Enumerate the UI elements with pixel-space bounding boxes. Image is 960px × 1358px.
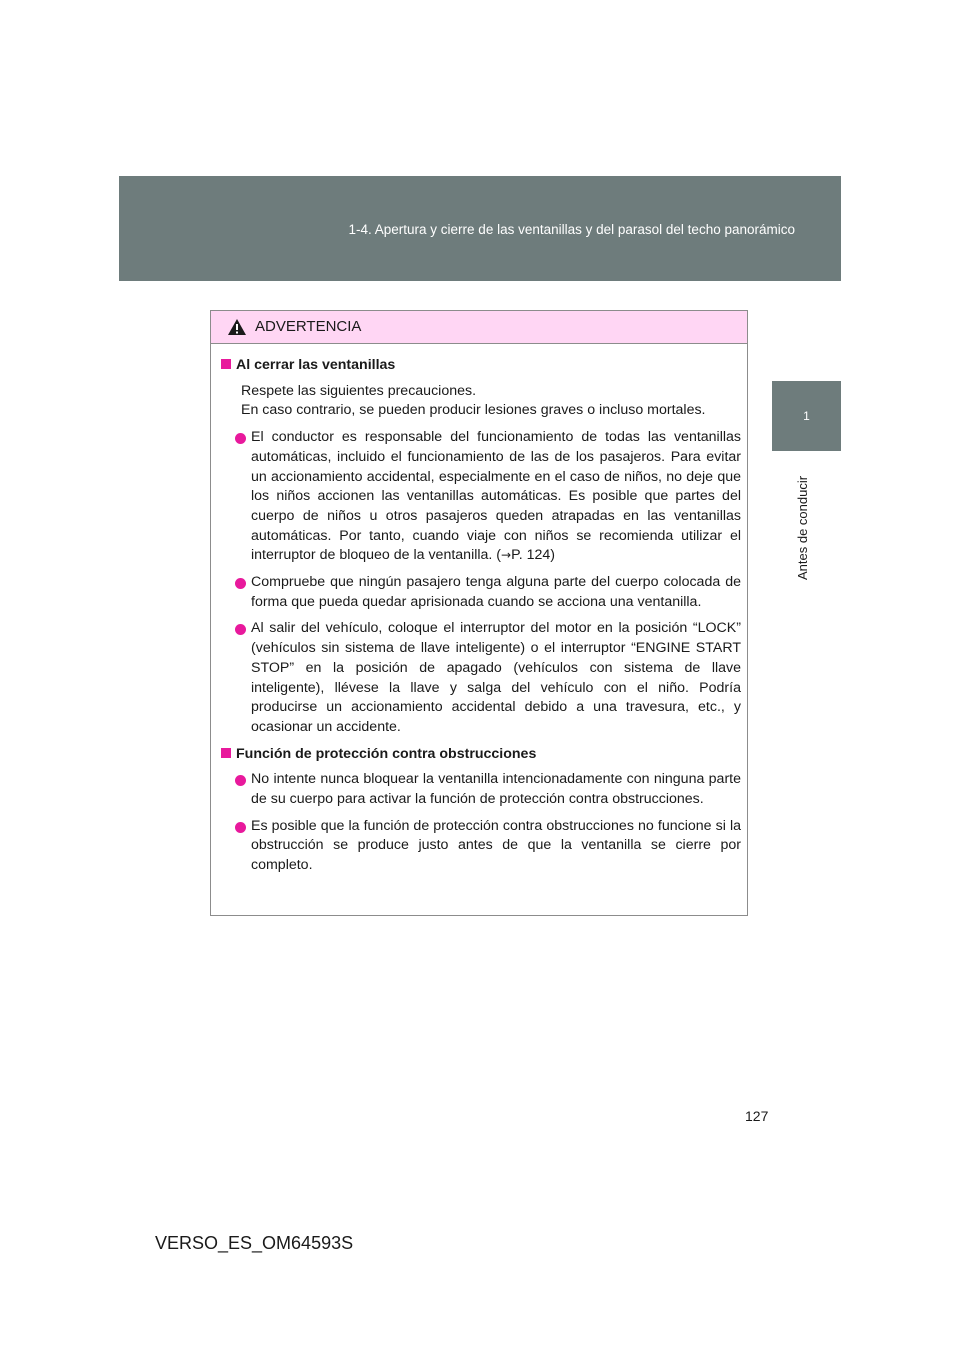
page-reference: P. 124) — [511, 547, 556, 564]
list-item — [221, 619, 741, 737]
chapter-label-text: Antes de conducir — [795, 475, 810, 580]
arrow-right-icon: → — [501, 548, 512, 563]
list-item-text: Es posible que la función de protección contra obstrucciones no funcione si la obstrucción se produce justo antes de que la ventanilla se cierre por completo. — [251, 817, 741, 874]
chapter-tab — [772, 381, 841, 451]
round-bullet-icon — [235, 775, 246, 786]
list-item-text: Compruebe que ningún pasajero tenga alguna parte del cuerpo colocada de forma que pueda quedar aprisionada cuando se acciona una ventanilla. — [251, 574, 741, 610]
warning-body — [211, 344, 747, 876]
warning-title: ADVERTENCIA — [255, 318, 362, 335]
warning-header — [211, 311, 747, 344]
list-item — [221, 428, 741, 566]
list-item — [221, 770, 741, 809]
intro-line-1: Respete las siguientes precauciones. — [241, 382, 477, 399]
square-bullet-icon — [221, 748, 231, 758]
round-bullet-icon — [235, 433, 246, 444]
page-number: 127 — [745, 1108, 769, 1124]
intro-paragraph — [241, 382, 741, 421]
round-bullet-icon — [235, 624, 246, 635]
chapter-number: 1 — [803, 409, 810, 423]
section-title: 1-4. Apertura y cierre de las ventanillas y del parasol del techo panorámico — [348, 222, 795, 237]
list-item — [221, 817, 741, 876]
round-bullet-icon — [235, 822, 246, 833]
warning-box — [210, 310, 748, 916]
section-heading-text: Al cerrar las ventanillas — [236, 357, 396, 373]
intro-line-2: En caso contrario, se pueden producir lesiones graves o incluso mortales. — [241, 402, 706, 419]
section-heading-closing — [221, 356, 741, 376]
warning-triangle-icon — [227, 318, 247, 336]
list-item-text: El conductor es responsable del funcionamiento de todas las ventanillas automáticas, incluido el funcionamiento de las de los pasajeros. Para evitar un accionamiento accidental, especialmente en el caso de niños, no deje que los niños accionen las ventanillas automáticas. Es posible que partes del cuerpo de niños u otros pasajeros queden atrapadas en las ventanillas automáticas. Por tanto, cuando viaje con niños se recomienda utilizar el interruptor de bloqueo de la ventanilla. ( — [251, 429, 741, 564]
section-heading-text: Función de protección contra obstrucciones — [236, 745, 537, 762]
round-bullet-icon — [235, 578, 246, 589]
list-item-text: Al salir del vehículo, coloque el interruptor del motor en la posición “LOCK” (vehículos sin sistema de llave inteligente) o el interruptor “ENGINE START STOP” en la posición de apagado (vehículos con sistema de llave inteligente), llévese la llave y salga del vehículo con el niño. Podría producirse un accionamiento accidental debido a una travesura, etc., y ocasionar un accidente. — [251, 620, 741, 735]
list-item-text: No intente nunca bloquear la ventanilla intencionadamente con ninguna parte de su cuerpo para activar la función de protección contra obstrucciones. — [251, 771, 741, 808]
header-band — [119, 176, 841, 281]
square-bullet-icon — [221, 359, 231, 369]
chapter-label — [795, 462, 811, 582]
document-code: VERSO_ES_OM64593S — [155, 1233, 354, 1253]
list-item — [221, 573, 741, 612]
section-heading-obstruction — [221, 745, 741, 765]
